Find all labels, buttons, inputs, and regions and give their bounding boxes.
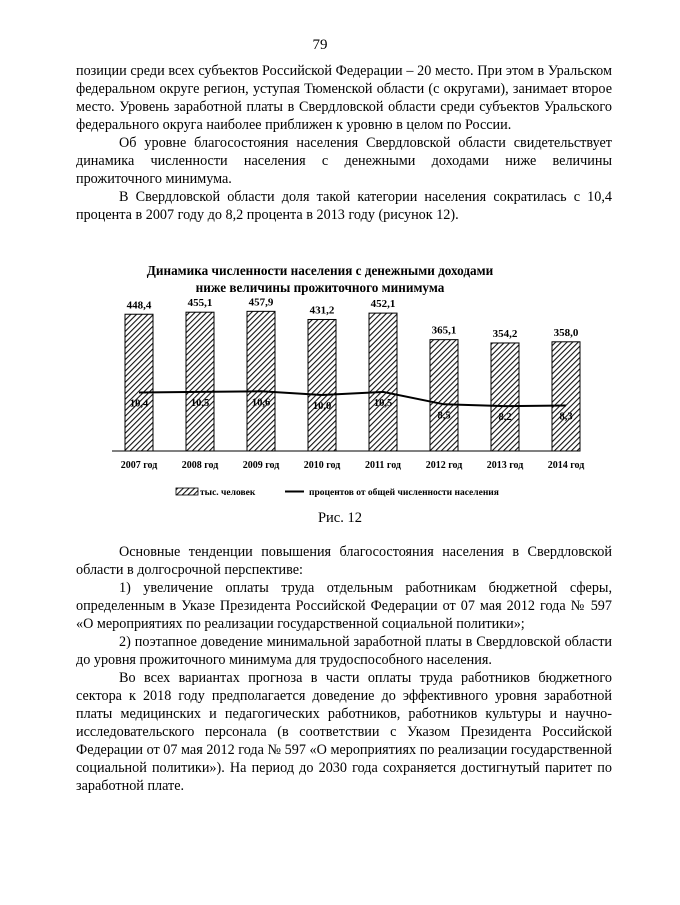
line-value-label: 10,5 <box>373 397 393 409</box>
x-tick-label: 2014 год <box>547 460 585 471</box>
x-tick-label: 2010 год <box>303 460 341 471</box>
chart-bar <box>491 343 519 451</box>
x-tick-label: 2013 год <box>486 460 524 471</box>
x-tick-label: 2007 год <box>120 460 158 471</box>
chart-bar <box>430 340 458 451</box>
bar-value-label: 358,0 <box>553 326 579 339</box>
chart-title-line: Динамика численности населения с денежными доходами <box>146 263 494 278</box>
trends-text <box>76 543 612 795</box>
line-value-label: 8,2 <box>498 412 512 424</box>
paragraph: позиции среди всех субъектов Российской Федерации – 20 место. При этом в Уральском федеральном округе регион, уступая Тюменской области (с округами), занимает второе место. Уровень заработной платы в Свердловской области среди субъектов Уральского федерального округа наиболее приближен к уровню в целом по России. <box>76 63 612 133</box>
line-value-label: 10,4 <box>129 398 149 410</box>
bar-value-label: 452,1 <box>370 298 396 311</box>
chart-bar <box>186 312 214 451</box>
legend-bar-label: тыс. человек <box>200 488 256 498</box>
x-tick-label: 2011 год <box>364 460 402 471</box>
paragraph: Во всех вариантах прогноза в части оплаты труда работников бюджетного сектора к 2018 году предполагается доведение до эффективного уровня заработной платы медицинских и педагогических работников, работников культуры и научно-исследовательского персонала (в соответствии с Указом Президента Российской Федерации от 07 мая 2012 года № 597 «О мероприятиях по реализации государственной социальной политики»). На период до 2030 года сохраняется достигнутый паритет по заработной плате. <box>76 670 612 794</box>
chart-bar <box>125 314 153 451</box>
paragraph: 2) поэтапное доведение минимальной заработной платы в Свердловской области до уровня прожиточного минимума для трудоспособного населения. <box>76 634 612 668</box>
bar-value-label: 457,9 <box>248 296 274 309</box>
line-value-label: 10,0 <box>312 401 332 412</box>
chart-title-line: ниже величины прожиточного минимума <box>195 280 445 295</box>
figure-caption: Рис. 12 <box>317 510 362 526</box>
population-chart <box>0 296 640 510</box>
line-value-label: 10,5 <box>190 397 210 409</box>
chart-title <box>0 262 640 296</box>
bar-value-label: 448,4 <box>126 299 152 312</box>
paragraph: 1) увеличение оплаты труда отдельным работникам бюджетной сферы, определенным в Указе Президента Российской Федерации от 07 мая 2012 года № 597 «О мероприятиях по реализации государственной социальной политики»; <box>76 580 612 632</box>
x-tick-label: 2008 год <box>181 460 219 471</box>
x-tick-label: 2009 год <box>242 460 280 471</box>
bar-value-label: 455,1 <box>187 297 213 310</box>
paragraph: В Свердловской области доля такой категории населения сократилась с 10,4 процента в 2007 году до 8,2 процента в 2013 году (рисунок 12). <box>76 189 612 223</box>
legend-bar-swatch <box>176 488 198 495</box>
legend-line-label: процентов от общей численности населения <box>309 488 499 498</box>
bar-value-label: 431,2 <box>309 304 335 317</box>
line-value-label: 8,5 <box>437 410 451 422</box>
chart-bar <box>308 319 336 451</box>
bar-value-label: 365,1 <box>431 324 457 337</box>
paragraph: Об уровне благосостояния населения Свердловской области свидетельствует динамика численности населения с денежными доходами ниже величины прожиточного минимума. <box>76 135 612 187</box>
chart-bar <box>247 311 275 451</box>
chart-bar <box>369 313 397 451</box>
x-tick-label: 2012 год <box>425 460 463 471</box>
bar-value-label: 354,2 <box>492 327 518 340</box>
intro-text <box>76 62 612 224</box>
page-number: 79 <box>312 37 328 53</box>
line-value-label: 8,3 <box>559 411 573 423</box>
paragraph: Основные тенденции повышения благосостояния населения в Свердловской области в долгосрочной перспективе: <box>76 544 612 578</box>
line-value-label: 10,6 <box>251 397 271 409</box>
chart-bar <box>552 342 580 451</box>
